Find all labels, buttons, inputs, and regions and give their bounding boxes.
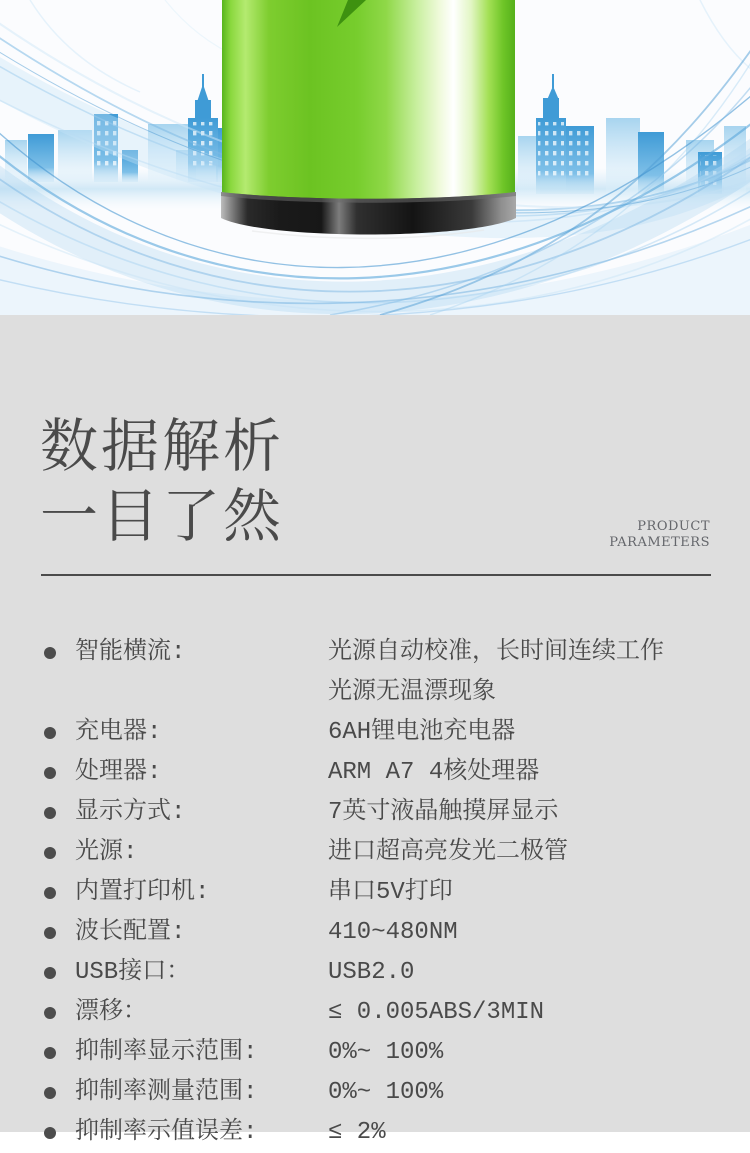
section-subtitle-line2: PARAMETERS: [609, 535, 710, 550]
spec-value-line: 串口5V打印: [328, 879, 453, 906]
spec-value-line: ≤ 2%: [328, 1119, 386, 1146]
bullet-icon: [44, 1087, 56, 1099]
bullet-icon: [44, 727, 56, 739]
spec-value: [328, 1073, 726, 1113]
section-title: [40, 411, 284, 551]
hero-banner: [0, 0, 750, 315]
spec-value: [328, 753, 726, 793]
spec-value: [328, 833, 726, 873]
bullet-icon: [44, 767, 56, 779]
section-title-line2: 一目了然: [40, 482, 285, 550]
spec-value: [328, 793, 726, 833]
spec-row: [44, 633, 726, 713]
bullet-icon: [44, 807, 56, 819]
spec-row: [44, 993, 726, 1033]
spec-label: 内置打印机:: [75, 879, 210, 906]
spec-row: [44, 873, 726, 913]
spec-value-line: ≤ 0.005ABS/3MIN: [328, 999, 545, 1026]
spec-value-line: 0%~ 100%: [328, 1039, 444, 1066]
spec-value: [328, 993, 726, 1033]
spec-label: 抑制率测量范围:: [75, 1079, 258, 1106]
section-title-line1: 数据解析: [40, 412, 285, 480]
spec-value-line: 7英寸液晶触摸屏显示: [328, 799, 559, 826]
bullet-icon: [44, 1047, 56, 1059]
spec-row: [44, 833, 726, 873]
spec-value: [328, 953, 726, 993]
spec-label: 显示方式:: [75, 799, 186, 826]
spec-row: [44, 1113, 726, 1153]
battery-illustration: [221, 0, 516, 238]
spec-label: 抑制率示值误差:: [75, 1119, 258, 1146]
divider-line: [41, 574, 711, 576]
bullet-icon: [44, 1007, 56, 1019]
bullet-icon: [44, 847, 56, 859]
spec-value-line: 410~480NM: [328, 919, 458, 946]
section-subtitle: [609, 519, 710, 551]
bullet-icon: [44, 1127, 56, 1139]
spec-value-line: 进口超高亮发光二极管: [328, 839, 568, 866]
spec-value-line: 0%~ 100%: [328, 1079, 444, 1106]
spec-value-line: 光源无温漂现象: [328, 679, 496, 706]
spec-row: [44, 713, 726, 753]
spec-row: [44, 953, 726, 993]
bullet-icon: [44, 647, 56, 659]
spec-value: [328, 913, 726, 953]
spec-row: [44, 1073, 726, 1113]
spec-value: [328, 713, 726, 753]
bullet-icon: [44, 967, 56, 979]
spec-label: 光源:: [75, 839, 138, 866]
spec-row: [44, 753, 726, 793]
spec-value-line: USB2.0: [328, 959, 415, 986]
spec-list: [44, 633, 726, 1153]
spec-label: 漂移：: [75, 999, 147, 1026]
spec-label: 处理器:: [75, 759, 162, 786]
spec-value-line: 6AH锂电池充电器: [328, 719, 516, 746]
hero-illustration: [0, 0, 750, 315]
bullet-icon: [44, 927, 56, 939]
spec-row: [44, 913, 726, 953]
spec-value-line: ARM A7 4核处理器: [328, 759, 540, 786]
spec-label: 抑制率显示范围:: [75, 1039, 258, 1066]
bullet-icon: [44, 887, 56, 899]
spec-label: 波长配置:: [75, 919, 186, 946]
spec-value: [328, 1033, 726, 1073]
spec-value: [328, 633, 726, 713]
product-parameters-panel: [0, 315, 750, 1146]
spec-row: [44, 1033, 726, 1073]
spec-label: 智能横流:: [75, 639, 186, 666]
spec-label: USB接口：: [75, 959, 191, 986]
spec-value: [328, 1113, 726, 1153]
section-subtitle-line1: PRODUCT: [637, 519, 710, 534]
spec-row: [44, 793, 726, 833]
spec-label: 充电器:: [75, 719, 162, 746]
spec-value-line: 光源自动校准，长时间连续工作: [328, 639, 664, 666]
spec-value: [328, 873, 726, 913]
